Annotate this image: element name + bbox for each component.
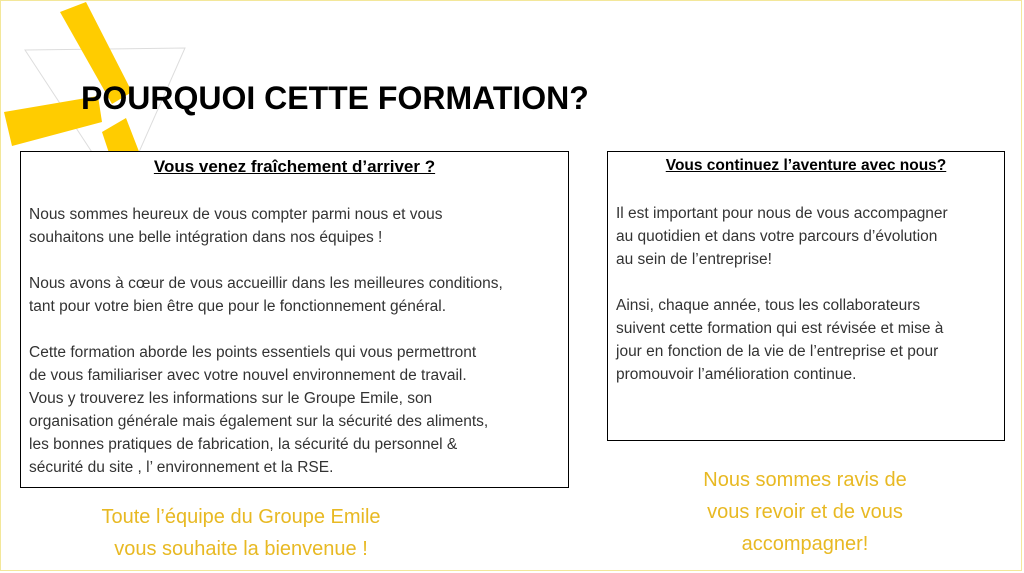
- text-line: jour en fonction de la vie de l’entreprise et pour: [616, 343, 939, 360]
- page-title: POURQUOI CETTE FORMATION?: [81, 80, 589, 116]
- text-line: Cette formation aborde les points essentiels qui vous permettront: [29, 344, 477, 361]
- returning-staff-heading: Vous continuez l’aventure avec nous?: [665, 157, 947, 174]
- new-arrivals-paragraph: [21, 341, 568, 479]
- returning-staff-paragraph: [608, 202, 1004, 271]
- welcome-message: [60, 501, 422, 565]
- returning-line: Nous sommes ravis de: [703, 469, 907, 491]
- text-line: Il est important pour nous de vous accompagner: [616, 205, 948, 222]
- new-arrivals-heading: Vous venez fraîchement d’arriver ?: [153, 157, 436, 176]
- text-line: sécurité du site , l’ environnement et la RSE.: [29, 459, 334, 476]
- text-line: suivent cette formation qui est révisée et mise à: [616, 320, 944, 337]
- text-line: Ainsi, chaque année, tous les collaborateurs: [616, 297, 921, 314]
- returning-line: vous revoir et de vous: [707, 501, 903, 523]
- text-line: Nous sommes heureux de vous compter parmi nous et vous: [29, 206, 443, 223]
- text-line: au sein de l’entreprise!: [616, 251, 772, 268]
- text-line: tant pour votre bien être que pour le fonctionnement général.: [29, 298, 447, 315]
- welcome-line: Toute l’équipe du Groupe Emile: [101, 506, 381, 528]
- text-line: les bonnes pratiques de fabrication, la sécurité du personnel &: [29, 436, 458, 453]
- new-arrivals-paragraph: [21, 272, 568, 318]
- text-line: au quotidien et dans votre parcours d’évolution: [616, 228, 938, 245]
- text-line: de vous familiariser avec votre nouvel environnement de travail.: [29, 367, 467, 384]
- text-line: promouvoir l’amélioration continue.: [616, 366, 857, 383]
- new-arrivals-paragraph: [21, 203, 568, 249]
- welcome-line: vous souhaite la bienvenue !: [114, 538, 368, 560]
- text-line: souhaitons une belle intégration dans nos équipes !: [29, 229, 383, 246]
- text-line: Vous y trouverez les informations sur le Groupe Emile, son: [29, 390, 433, 407]
- returning-line: accompagner!: [741, 533, 869, 555]
- new-arrivals-box: [20, 151, 569, 488]
- returning-staff-paragraph: [608, 294, 1004, 386]
- returning-message: [640, 464, 970, 560]
- returning-staff-box: [607, 151, 1005, 441]
- text-line: organisation générale mais également sur la sécurité des aliments,: [29, 413, 489, 430]
- text-line: Nous avons à cœur de vous accueillir dans les meilleures conditions,: [29, 275, 503, 292]
